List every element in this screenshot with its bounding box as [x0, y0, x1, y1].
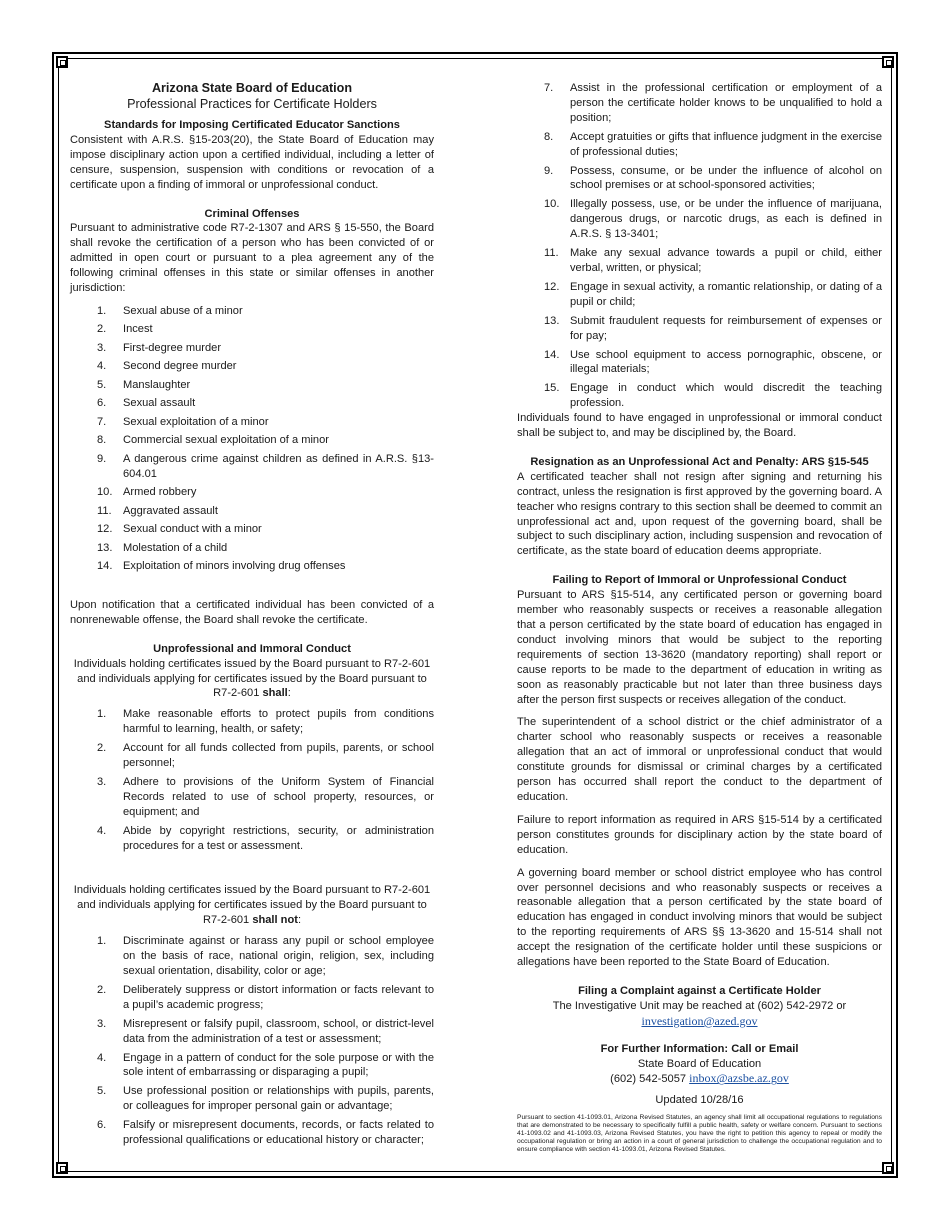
info-email-link[interactable]: inbox@azsbe.az.gov [689, 1071, 789, 1086]
shall-intro: Individuals holding certificates issued by the Board pursuant to R7-2-601 and individuals applying for certificates issued by the Board pursuant to R7-2-601 shall: [73, 657, 431, 700]
list-item: 8. Commercial sexual exploitation of a minor [97, 434, 329, 447]
list-item: 5. Use professional position or relationships with pupils, parents, or colleagues for improper personal gain or advantage; [97, 1085, 434, 1113]
complaint-text: The Investigative Unit may be reached at (602) 542-2972 or [552, 999, 847, 1012]
list-item: 15. Engage in conduct which would discredit the teaching profession. [544, 382, 882, 410]
failing-paragraph-2: The superintendent of a school district or the chief administrator of a charter school who reasonably suspects or receives a reasonable allegation that an act of immoral or unprofessional conduct that would constitute grounds for dismissal or criminal charges by a certificated person has occurred shall report the conduct to the department of education. [517, 716, 882, 803]
corner-ornament-bottom-left [56, 1162, 68, 1174]
list-item: 13. Submit fraudulent requests for reimbursement of expenses or for pay; [544, 314, 882, 342]
list-item: 11. Make any sexual advance towards a pupil or child, either verbal, written, or physical; [544, 247, 882, 274]
page-title: Arizona State Board of Education [151, 81, 353, 95]
list-item: 3. Misrepresent or falsify pupil, classroom, school, or district-level data from the administration of a test or assessment; [97, 1017, 434, 1045]
list-item: 14. Use school equipment to access pornographic, obscene, or illegal materials; [544, 348, 882, 376]
list-item: 2. Incest [97, 323, 153, 336]
standards-heading: Standards for Imposing Certificated Educator Sanctions [104, 119, 400, 131]
shall-not-list-left [70, 934, 434, 1148]
list-item: 1. Sexual abuse of a minor [97, 304, 243, 317]
list-item: 1. Make reasonable efforts to protect pupils from conditions harmful to learning, health, or safety; [97, 708, 434, 736]
shall-not-intro: Individuals holding certificates issued by the Board pursuant to R7-2-601 and individuals applying for certificates issued by the Board pursuant to R7-2-601 shall not: [73, 884, 431, 927]
complaint-email-line [517, 1014, 882, 1030]
list-item: 10. Armed robbery [97, 486, 197, 499]
list-item: 14. Exploitation of minors involving drug offenses [97, 560, 346, 573]
criminal-offenses-list [70, 304, 434, 574]
criminal-heading: Criminal Offenses [204, 207, 300, 220]
list-item: 6. Falsify or misrepresent documents, records, or facts related to professional qualifications or educational history or character; [97, 1119, 434, 1147]
corner-ornament-top-left [56, 56, 68, 68]
list-item: 1. Discriminate against or harass any pupil or school employee on the basis of race, national origin, religion, sex, including sexual orientation, disability, color or age; [97, 935, 434, 977]
list-item: 7. Sexual exploitation of a minor [97, 415, 269, 428]
failing-heading: Failing to Report of Immoral or Unprofessional Conduct [552, 574, 847, 587]
list-item: 4. Engage in a pattern of conduct for the sole purpose or with the sole intent of embarrassing or disparaging a pupil; [97, 1051, 434, 1079]
list-item: 6. Sexual assault [97, 397, 196, 410]
resignation-text: A certificated teacher shall not resign after signing and returning his contract, unless the resignation is first approved by the governing board. A teacher who resigns contrary to this section shall be deemed to commit an unprofessional act and, upon request of the governing board, shall be subject to such disciplinary action, including suspension and revocation of certificate, as the state board of education deems appropriate. [517, 470, 882, 558]
page-subtitle: Professional Practices for Certificate Holders [127, 97, 377, 111]
info-org: State Board of Education [637, 1057, 762, 1070]
list-item: 7. Assist in the professional certification or employment of a person the certificate holder knows to be unqualified to hold a position; [544, 82, 882, 124]
list-item: 2. Account for all funds collected from pupils, parents, or school personnel; [97, 742, 434, 770]
list-item: 9. Possess, consume, or be under the influence of alcohol on school premises or at school-sponsored activities; [544, 164, 882, 192]
conduct-heading: Unprofessional and Immoral Conduct [153, 642, 351, 655]
corner-ornament-top-right [882, 56, 894, 68]
failing-paragraph-1: Pursuant to ARS §15-514, any certificated person or governing board member who reasonably suspects or receives a reasonable allegation that a person certificated by the state board of education has engaged in conduct involving minors that would be subject to the reporting requirements of section 13-3620 (mandatory reporting) shall report or cause reports to be made to the department of education in writing as soon as reasonably practicable but not later than three business days after the person first suspects or receives allegation of the conduct. [517, 589, 882, 706]
criminal-intro: Pursuant to administrative code R7-2-1307 and ARS § 15-550, the Board shall revoke the certification of a person who has been convicted of or admitted in open court or pursuant to a plea agreement any of the following criminal offenses in this state or similar offenses in another jurisdiction: [70, 222, 434, 295]
list-item: 10. Illegally possess, use, or be under the influence of marijuana, dangerous drugs, or narcotic drugs, as each is defined in A.R.S. § 13-3401; [544, 198, 882, 241]
complaint-heading: Filing a Complaint against a Certificate Holder [578, 984, 821, 997]
list-item: 12. Sexual conduct with a minor [97, 523, 262, 536]
fine-print: Pursuant to section 41-1093.01, Arizona Revised Statutes, an agency shall limit all occupational regulations to regulations that are demonstrated to be necessary to specifically fulfill a public health, safety or welfare concern. Pursuant to sections 41-1093.02 and 41-1093.03, Arizona Revised Statutes, you have the right to petition this agency to repeal or modify the occupational regulation or bring an action in a court of general jurisdiction to challenge the occupational regulation and to ensure compliance with section 41-1093.01, Arizona Revised Statutes. [517, 1114, 882, 1154]
right-column [517, 80, 882, 1154]
list-item: 5. Manslaughter [97, 378, 191, 391]
list-item: 3. First-degree murder [97, 341, 222, 354]
standards-text: Consistent with A.R.S. §15-203(20), the State Board of Education may impose disciplinary action upon a certified individual, including a letter of censure, suspension, suspension with conditions or revocation of a certificate upon a finding of immoral or unprofessional conduct. [70, 133, 434, 191]
list-item: 13. Molestation of a child [97, 541, 228, 554]
updated-date: Updated 10/28/16 [655, 1094, 744, 1107]
list-item: 8. Accept gratuities or gifts that influence judgment in the exercise of professional duties; [544, 130, 882, 158]
resignation-heading: Resignation as an Unprofessional Act and Penalty: ARS §15-545 [530, 455, 869, 468]
list-item: 9. A dangerous crime against children as defined in A.R.S. §13-604.01 [97, 452, 434, 480]
left-column [70, 80, 434, 1152]
list-item: 2. Deliberately suppress or distort information or facts relevant to a pupil’s academic progress; [97, 983, 434, 1011]
info-contact-line [517, 1071, 882, 1087]
shall-list [70, 707, 434, 853]
list-item: 4. Second degree murder [97, 360, 237, 373]
criminal-outro: Upon notification that a certificated individual has been convicted of a nonrenewable offense, the Board shall revoke the certificate. [70, 598, 434, 626]
shall-not-list-right [517, 81, 882, 411]
info-phone: (602) 542-5057 [610, 1073, 687, 1086]
investigation-email-link[interactable]: investigation@azed.gov [641, 1013, 758, 1028]
list-item: 3. Adhere to provisions of the Uniform System of Financial Records related to use of school property, resources, or equipment; and [97, 775, 434, 818]
failing-paragraph-4: A governing board member or school district employee who has control over personnel decisions and who reasonably suspects or receives a reasonable allegation that a person certificated by the state board of education has engaged in conduct involving minors that would be subject to the reporting requirements of ARS §§ 13-3620 and 15-514 shall not accept the resignation of the certificate holder until these suspicions or allegations have been reported to the State Board of Education. [517, 866, 882, 969]
info-heading: For Further Information: Call or Email [600, 1042, 799, 1055]
list-item: 11. Aggravated assault [97, 504, 218, 517]
list-item: 4. Abide by copyright restrictions, security, or administration procedures for a test or assessment. [97, 824, 434, 852]
list-item: 12. Engage in sexual activity, a romantic relationship, or dating of a pupil or child; [544, 280, 882, 308]
failing-paragraph-3: Failure to report information as required in ARS §15-514 by a certificated person constitutes grounds for disciplinary action by the state board of education. [517, 813, 882, 856]
conduct-outro: Individuals found to have engaged in unprofessional or immoral conduct shall be subject to, and may be disciplined by, the Board. [517, 412, 882, 440]
corner-ornament-bottom-right [882, 1162, 894, 1174]
